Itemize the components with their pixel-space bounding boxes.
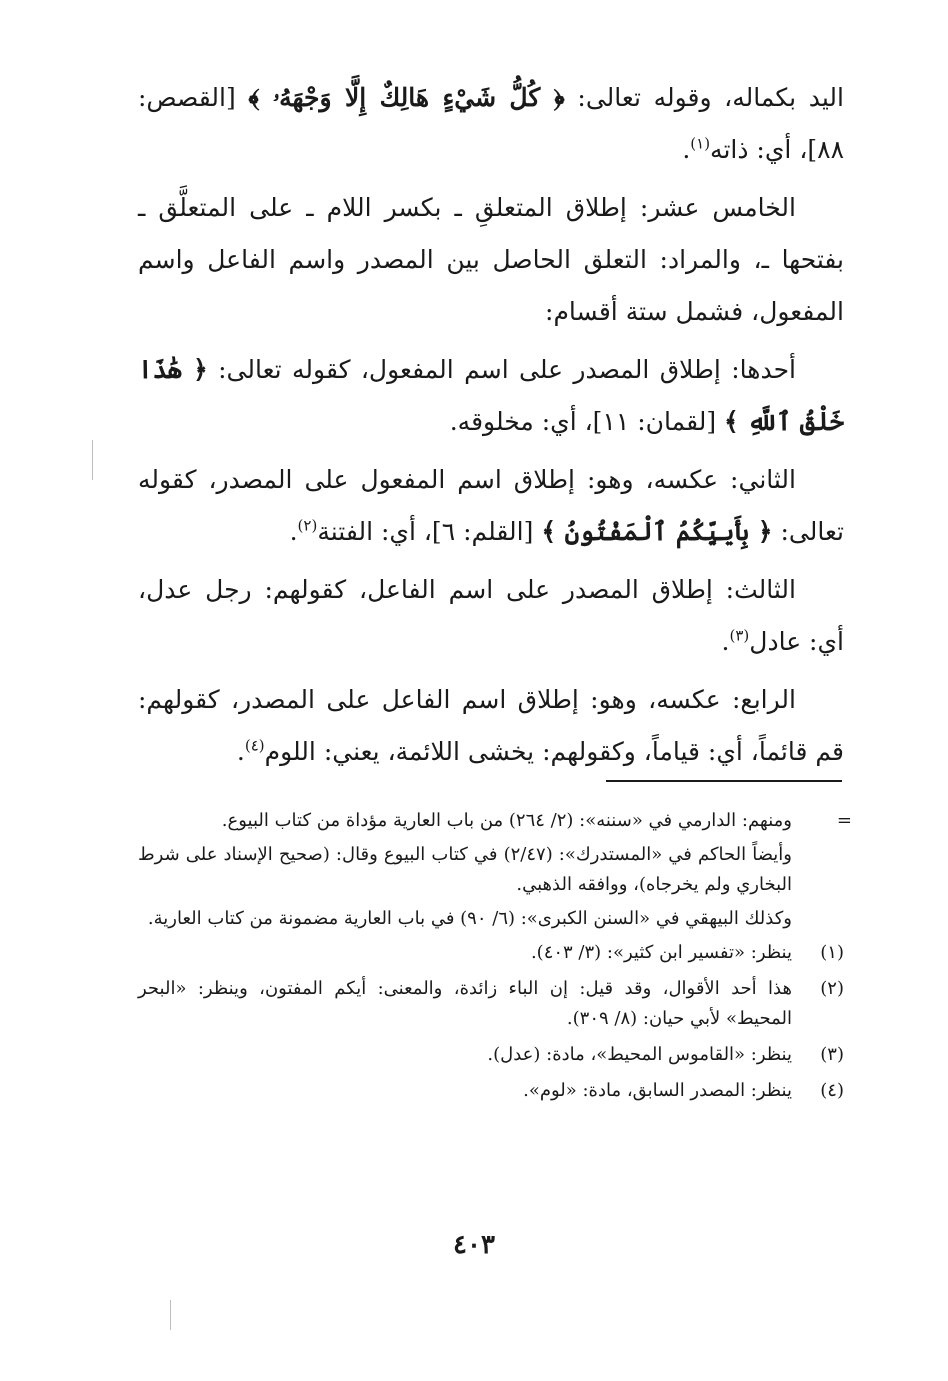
footnote-text: هذا أحد الأقوال، وقد قيل: إن الباء زائدة، والمعنى: أيكم المفتون، وينظر: «البحر المحيط» لأبي حيان: (٨/ ٣٠٩). [138,978,792,1029]
main-text [138,72,844,784]
footnote-number: (١) [820,942,844,963]
paragraph-text: الرابع: عكسه، وهو: إطلاق اسم الفاعل على المصدر، كقولهم: قم قائماً، أي: قياماً، وكقولهم: يخشى اللائمة، يعني: اللوم [138,685,844,766]
quran-quote: ﴿ بِأَييِّكُمُ ٱلْمَفْتُونُ ﴾ [541,517,773,546]
footnote-separator [606,780,842,782]
paragraph-text: الثاني: عكسه، وهو: إطلاق اسم المفعول على المصدر، كقوله تعالى: [138,465,844,546]
footnote-1 [138,938,844,968]
footnote-number: (٣) [820,1044,844,1065]
footnote-text: ينظر: «تفسير ابن كثير»: (٣/ ٤٠٣). [530,942,792,963]
footnote-ref[interactable]: (٣) [729,626,750,645]
footnote-4 [138,1076,844,1106]
footnote-continuation-line: وكذلك البيهقي في «السنن الكبرى»: (٦/ ٩٠) في باب العارية مضمونة من كتاب العارية. [147,908,792,929]
paragraph-end: . [236,737,245,766]
footnote-number: (٢) [820,978,844,999]
footnote-ref[interactable]: (٤) [244,736,265,755]
paragraph-5 [138,564,844,668]
page-number: ٤٠٣ [453,1230,495,1260]
paragraph-text: [القلم: ٦]، أي: الفتنة [317,517,542,546]
footnote-number: (٤) [820,1080,844,1101]
paragraph-3 [138,344,844,448]
paragraph-text: الثالث: إطلاق المصدر على اسم الفاعل، كقولهم: رجل عدل، أي: عادل [138,575,844,656]
quran-quote: ﴿ كُلُّ شَيْءٍ هَالِكٌ إِلَّا وَجْهَهُۥ ﴾ [248,83,565,112]
paragraph-1 [138,72,844,176]
paragraph-6 [138,674,844,778]
footnote-2 [138,974,844,1034]
scan-artifact [170,1300,171,1330]
paragraph-end: . [721,627,730,656]
footnote-continuation-line: وأيضاً الحاكم في «المستدرك»: (٢/٤٧) في كتاب البيوع وقال: (صحيح الإسناد على شرط البخاري ولم يخرجاه)، ووافقه الذهبي. [138,844,793,895]
footnote-ref[interactable]: (٢) [297,516,318,535]
paragraph-end: . [289,517,298,546]
footnote-ref[interactable]: (١) [690,134,711,153]
paragraph-2 [138,182,844,338]
continuation-marker: = [836,810,852,831]
paragraph-end: . [682,135,691,164]
footnote-text: ينظر: المصدر السابق، مادة: «لوم». [523,1080,792,1101]
footnote-3 [138,1040,844,1070]
quran-quote: ﴿ هَٰذَا خَلْقُ ٱللَّهِ ﴾ [138,355,844,436]
paragraph-text: اليد بكماله، وقوله تعالى: [564,83,844,112]
paragraph-text: [لقمان: ١١]، أي: مخلوقه. [449,407,725,436]
footnote-continuation-line: ومنهم: الدارمي في «سننه»: (٢/ ٢٦٤) من باب العارية مؤداة من كتاب البيوع. [221,810,792,831]
paragraph-4 [138,454,844,558]
paragraph-text: الخامس عشر: إطلاق المتعلقِ ـ بكسر اللام ـ على المتعلَّق ـ بفتحها ـ، والمراد: التعلق الحاصل بين المصدر واسم الفاعل واسم المفعول، فشمل ستة أقسام: [138,193,844,326]
footnotes [138,806,852,1112]
paragraph-text: أحدها: إطلاق المصدر على اسم المفعول، كقوله تعالى: [207,355,796,384]
scan-artifact [92,440,93,480]
footnote-text: ينظر: «القاموس المحيط»، مادة: (عدل). [487,1044,792,1065]
paragraph-text: [القصص: ٨٨]، أي: ذاته [138,83,844,164]
